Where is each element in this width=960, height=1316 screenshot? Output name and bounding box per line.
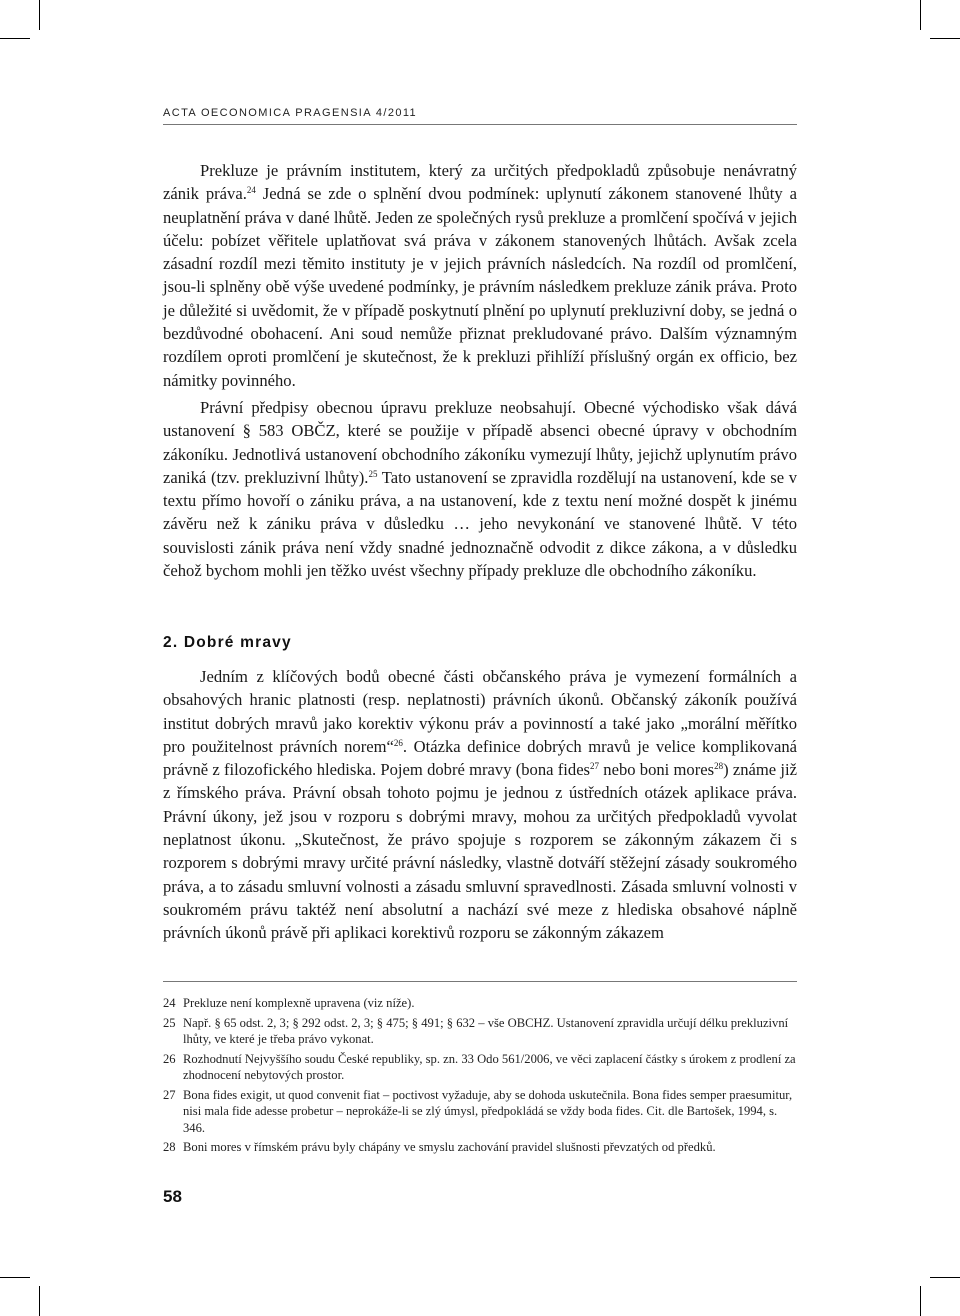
page-number: 58 <box>163 1187 182 1206</box>
footnote <box>163 1015 797 1048</box>
text-run: Prekluze je právním institutem, který za určitých předpokladů způsobuje nenávratný zánik práva. <box>163 161 797 204</box>
crop-mark-top-right-h <box>930 38 960 39</box>
text-run: Jedná se zde o splnění dvou podmínek: uplynutí zákonem stanovené lhůty a neuplatnění práva v dané lhůtě. Jeden ze společných rysů prekluze a promlčení spočívá v jejich účelu: pobízet věřitele uplatňovat svá práva v zákonem stanovených lhůtách. Avšak zcela zásadní rozdíl mezi těmito instituty je v jejich právních následcích. Na rozdíl od promlčení, jsou-li splněny obě výše uvedené podmínky, je právním následkem prekluze zánik práva. Proto je důležité si uvědomit, že v případě poskytnutí plnění po uplynutí prekluzivní doby, se jedná o bezdůvodné obohacení. Ani soud nemůže přiznat prekludované právo. Dalším významným rozdílem oproti promlčení je skutečnost, že k prekluzi přihlíží příslušný orgán ex officio, bez námitky povinného. <box>163 184 797 390</box>
text-run: Tato ustanovení se zpravidla rozdělují na ustanovení, kde se v textu přímo hovoří o zániku práva, a na ustanovení, kde z textu není možné dospět k jinému závěru než k zániku práva v důsledku … jeho nevykonání ve stanovené lhůtě. V této souvislosti zánik práva není vždy snadné jednoznačně odvodit z dikce zákona, a v důsledku čehož bychom mohli jen těžko uvést všechny případy prekluze dle obchodního zákoníku. <box>163 467 797 581</box>
footnote-text: Bona fides exigit, ut quod convenit fiat – poctivost vyžaduje, aby se dohoda uskutečnila. Bona fides semper praesumitur, nisi mala fide adesse probetur – neprokáže-li se zlý úmysl, předpokládá se vždy boda fides. Cit. dle Bartošek, 1994, s. 346. <box>183 1087 793 1135</box>
crop-mark-top-left-v <box>39 0 40 30</box>
footnote <box>163 1051 797 1084</box>
section-heading: 2. Dobré mravy <box>163 634 292 651</box>
footnote-text: Prekluze není komplexně upravena (viz níže). <box>183 996 415 1010</box>
text-run: nebo boni mores <box>599 760 715 780</box>
footnote-ref[interactable]: 28 <box>714 761 724 772</box>
footnote-number: 24 <box>163 996 176 1010</box>
footnote <box>163 995 797 1011</box>
crop-mark-top-right-v <box>920 0 921 30</box>
running-header: ACTA OECONOMICA PRAGENSIA 4/2011 <box>163 107 418 119</box>
crop-mark-bottom-right-v <box>920 1286 921 1316</box>
footnote-text: Boni mores v římském právu byly chápány ve smyslu zachování pravidel slušnosti převzatých od předků. <box>183 1140 716 1155</box>
footnote-text: Rozhodnutí Nejvyššího soudu České republiky, sp. zn. 33 Odo 561/2006, ve věci zaplacení částky s úrokem z prodlení za zhodnocení nebytových prostor. <box>183 1051 796 1083</box>
text-run: ) známe již z římského práva. Právní obsah tohoto pojmu je jednou z ústředních otázek aplikace práva. Právní úkony, jež jsou v rozporu s dobrými mravy, mohou za určitých předpokladů vyvolat neplatnost úkonu. „Skutečnost, že právo spojuje s rozporem se zákonným zákazem či s rozporem s dobrými mravy určité právní následky, vlastně dotváří stěžejní zásady soukromého práva, a to zásadu smluvní volnosti a zásadu smluvní spravedlnosti. Zásada smluvní volnosti v soukromém právu taktéž není absolutní a nachází své meze z hlediska obsahové náplně právních úkonů právě při aplikaci korektivů rozporu se zákonným zákazem <box>163 760 797 943</box>
crop-mark-bottom-left-h <box>0 1277 30 1278</box>
footnote-text: Např. § 65 odst. 2, 3; § 292 odst. 2, 3; § 475; § 491; § 632 – vše OBCHZ. Ustanovení zpravidla určují délku prekluzivní lhůty, ve které je třeba právo vykonat. <box>183 1015 789 1047</box>
text-run: Právní předpisy obecnou úpravu prekluze neobsahují. Obecné východisko však dává ustanovení § 583 OBČZ, které se použije v případě absenci obecné úpravy v obchodním zákoníku. Jednotlivá ustanovení obchodního zákoníku vymezují lhůty, jejichž uplynutím právo zaniká (tzv. prekluzivní lhůty). <box>163 397 797 487</box>
section-2-body <box>163 665 797 945</box>
footnote-ref[interactable]: 25 <box>368 468 378 479</box>
header-rule <box>163 124 797 125</box>
paragraph <box>163 396 797 582</box>
footnote-number: 25 <box>163 1015 176 1030</box>
text-run: Jedním z klíčových bodů obecné části občanského práva je vymezení formálních a obsahových hranic platnosti (resp. neplatnosti) právních úkonů. Občanský zákoník používá institut dobrých mravů jako korektiv výkonu práv a povinností a také jako „morální měřítko pro použitelnost právních norem“ <box>163 667 797 756</box>
footnote <box>163 1087 797 1136</box>
paragraph <box>163 159 797 392</box>
footnote-ref[interactable]: 26 <box>393 737 403 748</box>
text-run: . Otázka definice dobrých mravů je velice komplikovaná právně z filozofického hlediska. Pojem dobré mravy (bona fides <box>163 736 797 780</box>
footnote-ref[interactable]: 24 <box>246 185 256 196</box>
footnote-number: 27 <box>163 1087 176 1102</box>
footnote-ref[interactable]: 27 <box>590 761 600 772</box>
footnote-number: 26 <box>163 1051 176 1066</box>
footnotes <box>163 995 797 1159</box>
footnote-rule <box>163 981 797 982</box>
crop-mark-bottom-right-h <box>930 1277 960 1278</box>
paragraph <box>163 665 797 945</box>
footnote <box>163 1139 797 1155</box>
section-1-body <box>163 159 797 582</box>
crop-mark-top-left-h <box>0 38 30 39</box>
crop-mark-bottom-left-v <box>39 1286 40 1316</box>
footnote-number: 28 <box>163 1140 176 1155</box>
